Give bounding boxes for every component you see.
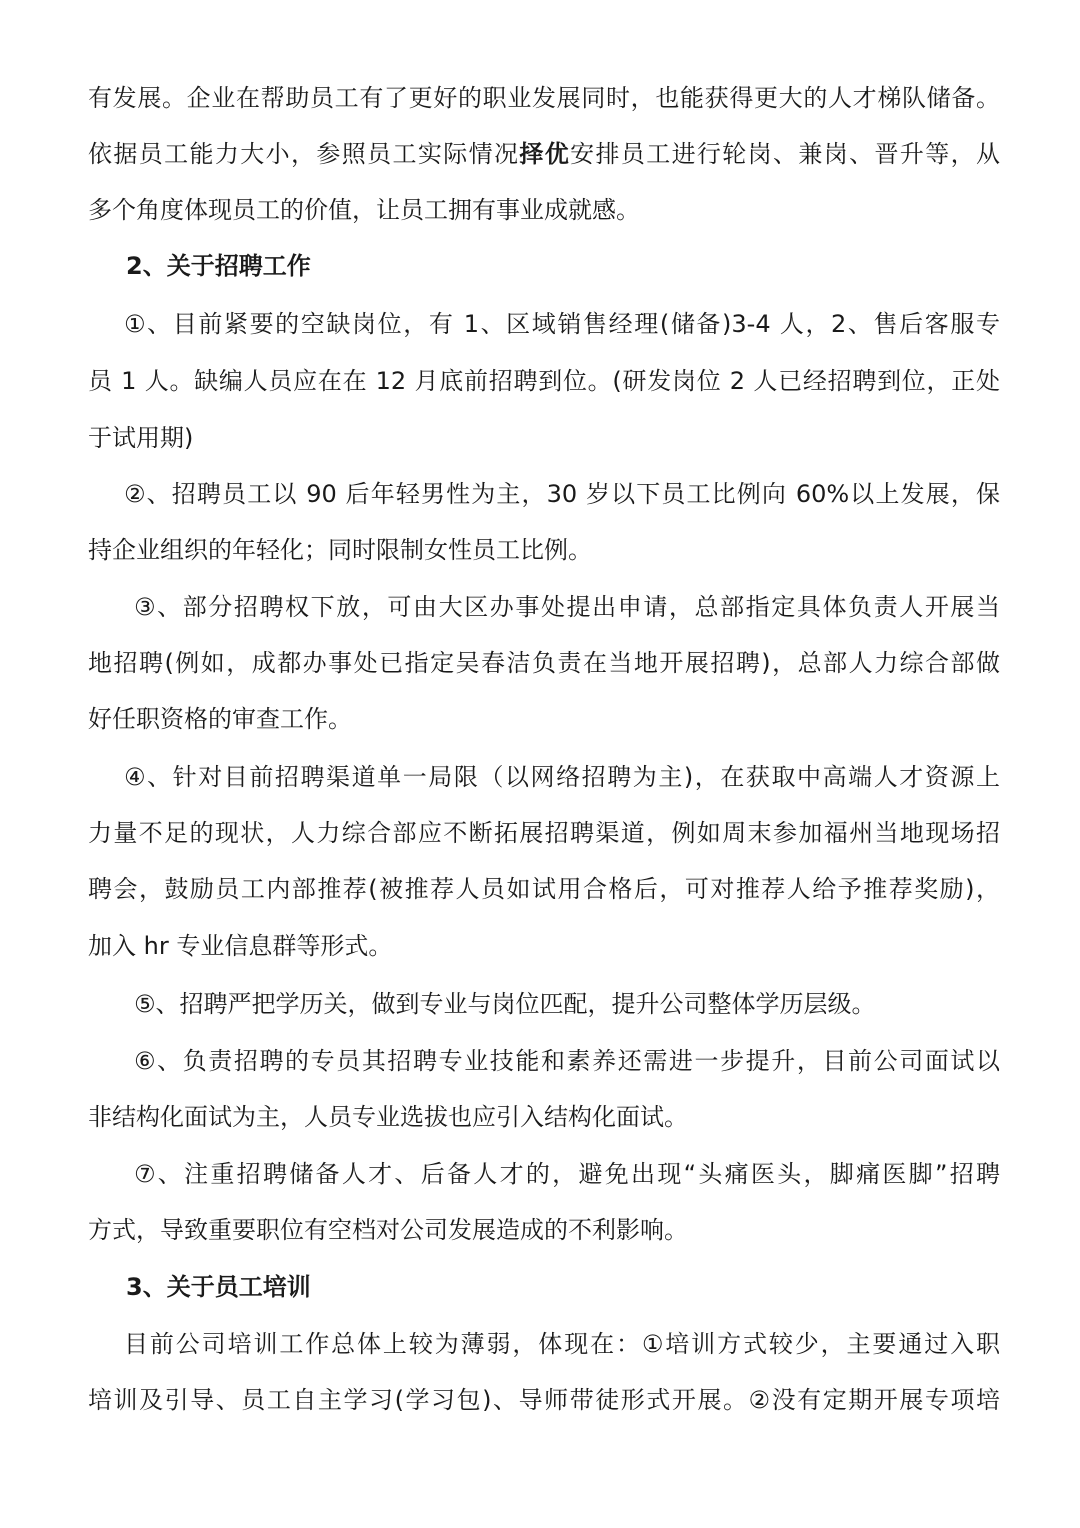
paragraph-line: 培训及引导、员工自主学习(学习包)、导师带徒形式开展。②没有定期开展专项培 bbox=[88, 1386, 1000, 1414]
paragraph-line: 非结构化面试为主，人员专业选拔也应引入结构化面试。 bbox=[88, 1103, 688, 1131]
paragraph-line: 于试用期) bbox=[88, 424, 194, 452]
text-run: 依据员工能力大小，参照员工实际情况 bbox=[88, 140, 520, 168]
paragraph-line: 聘会，鼓励员工内部推荐(被推荐人员如试用合格后，可对推荐人给予推荐奖励)， bbox=[88, 875, 1000, 903]
section-heading: 2、关于招聘工作 bbox=[126, 252, 311, 280]
paragraph-line: 持企业组织的年轻化；同时限制女性员工比例。 bbox=[88, 536, 592, 564]
bold-text: 择优 bbox=[519, 140, 571, 168]
paragraph-line: ⑦、注重招聘储备人才、后备人才的，避免出现“头痛医头，脚痛医脚”招聘 bbox=[134, 1160, 1000, 1188]
paragraph-line bbox=[88, 134, 1000, 174]
paragraph-line: 员 1 人。缺编人员应在在 12 月底前招聘到位。(研发岗位 2 人已经招聘到位，正处 bbox=[88, 367, 1000, 395]
paragraph-line: 力量不足的现状，人力综合部应不断拓展招聘渠道，例如周末参加福州当地现场招 bbox=[88, 819, 1000, 847]
paragraph-line: ②、招聘员工以 90 后年轻男性为主，30 岁以下员工比例向 60%以上发展，保 bbox=[124, 480, 1000, 508]
section-heading: 3、关于员工培训 bbox=[126, 1273, 311, 1301]
paragraph-line: 加入 hr 专业信息群等形式。 bbox=[88, 932, 393, 960]
paragraph-line: ③、部分招聘权下放，可由大区办事处提出申请，总部指定具体负责人开展当 bbox=[134, 593, 1000, 621]
paragraph-line: 地招聘(例如，成都办事处已指定吴春洁负责在当地开展招聘)，总部人力综合部做 bbox=[88, 649, 1000, 677]
paragraph-line: 目前公司培训工作总体上较为薄弱，体现在：①培训方式较少，主要通过入职 bbox=[124, 1330, 1000, 1358]
paragraph-line: ⑤、招聘严把学历关，做到专业与岗位匹配，提升公司整体学历层级。 bbox=[134, 990, 876, 1018]
paragraph-line: 多个角度体现员工的价值，让员工拥有事业成就感。 bbox=[88, 196, 640, 224]
paragraph-line: 好任职资格的审查工作。 bbox=[88, 705, 352, 733]
paragraph-line: ①、目前紧要的空缺岗位，有 1、区域销售经理(储备)3-4 人，2、售后客服专 bbox=[124, 310, 1000, 338]
paragraph-line: 方式，导致重要职位有空档对公司发展造成的不利影响。 bbox=[88, 1216, 688, 1244]
paragraph-line: ④、针对目前招聘渠道单一局限（以网络招聘为主)，在获取中高端人才资源上 bbox=[124, 763, 1000, 791]
paragraph-line: ⑥、负责招聘的专员其招聘专业技能和素养还需进一步提升，目前公司面试以 bbox=[134, 1047, 1000, 1075]
text-run: 安排员工进行轮岗、兼岗、晋升等，从 bbox=[570, 140, 1001, 168]
paragraph-line: 有发展。企业在帮助员工有了更好的职业发展同时，也能获得更大的人才梯队储备。 bbox=[88, 84, 1000, 112]
